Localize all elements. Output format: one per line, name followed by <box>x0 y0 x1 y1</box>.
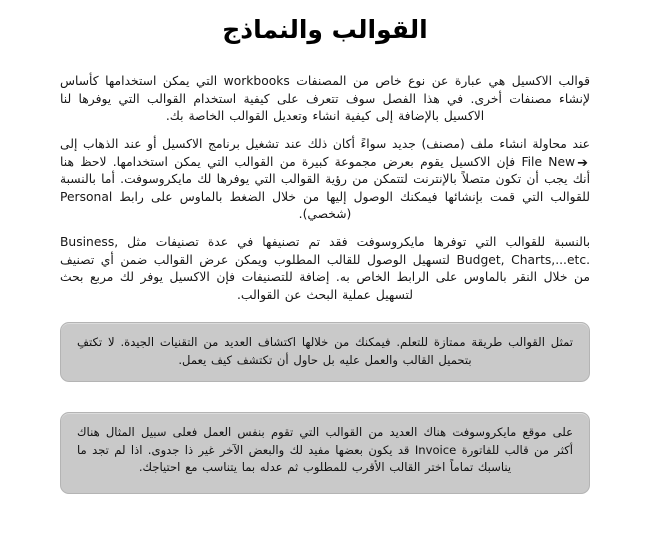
callout-note-2: على موقع مايكروسوفت هناك العديد من القوالب التي تقوم بنفس العمل فعلى سبيل المثال هناك أكثر من قالب للفاتورة Invoice قد يكون بعضها مفيد لك والبعض الآخر غير ذا جدوى. اذا لم تجد ما يناسبك تماماً اختر القالب الأقرب للمطلوب ثم عدله بما يتناسب مع احتياجك. <box>60 412 590 494</box>
latin-term: Business, Budget, Charts,...etc. <box>60 235 590 267</box>
page-title: القوالب والنماذج <box>222 15 428 44</box>
callout-note-1: تمثل القوالب طريقة ممتازة للتعلم. فيمكنك من خلالها اكتشاف العديد من التقنيات الجيدة. لا تكتفِ بتحميل القالب والعمل عليه بل حاول أن تكتشف كيف يعمل. <box>60 322 590 382</box>
latin-term: Personal <box>60 189 113 204</box>
latin-term: Invoice <box>414 442 457 457</box>
paragraph-2: عند محاولة انشاء ملف (مصنف) جديد سواءً أكان ذلك عند تشغيل برنامج الاكسيل أو عند الذهاب إلى ➔File New فإن الاكسيل يقوم بعرض مجموعة كبيرة من القوالب التي يمكن استخدامها. لاحظ هنا أنك يجب أن تكون متصلاً بالإنترنت لتتمكن من رؤية القوالب التي يوفرها لك مايكروسوفت. أما بالنسبة للقوالب التي قمت بإنشائها فيمكنك الوصول إليها من خلال الضغط بالماوس على رابط Personal (شخصي). <box>60 137 590 222</box>
paragraph-1: قوالب الاكسيل هي عبارة عن نوع خاص من المصنفات workbooks التي يمكن استخدامها كأساس لإنشاء مصنفات أخرى. في هذا الفصل سوف تتعرف على كيفية استخدام القوالب التي يوفرها لنا الاكسيل بالإضافة إلى كيفية انشاء وتعديل القوالب الخاصة بك. <box>60 74 590 124</box>
document-body <box>0 73 650 304</box>
paragraph-3: بالنسبة للقوالب التي توفرها مايكروسوفت فقد تم تصنيفها في عدة تصنيفات مثل Business, Budget, Charts,...etc. لتسهيل الوصول للقالب المطلوب ويمكن عرض القوالب ضمن أي تصنيف من خلال النقر بالماوس على الرابط الخاص به. إضافة للتصنيفات فإن الاكسيل يوفر لك مربع بحث لتسهيل عملية البحث عن القوالب. <box>60 235 590 302</box>
latin-term: workbooks <box>223 74 290 89</box>
callout-list <box>0 322 650 494</box>
latin-term: File New <box>521 154 576 169</box>
right-arrow-icon: ➔ <box>577 155 588 171</box>
